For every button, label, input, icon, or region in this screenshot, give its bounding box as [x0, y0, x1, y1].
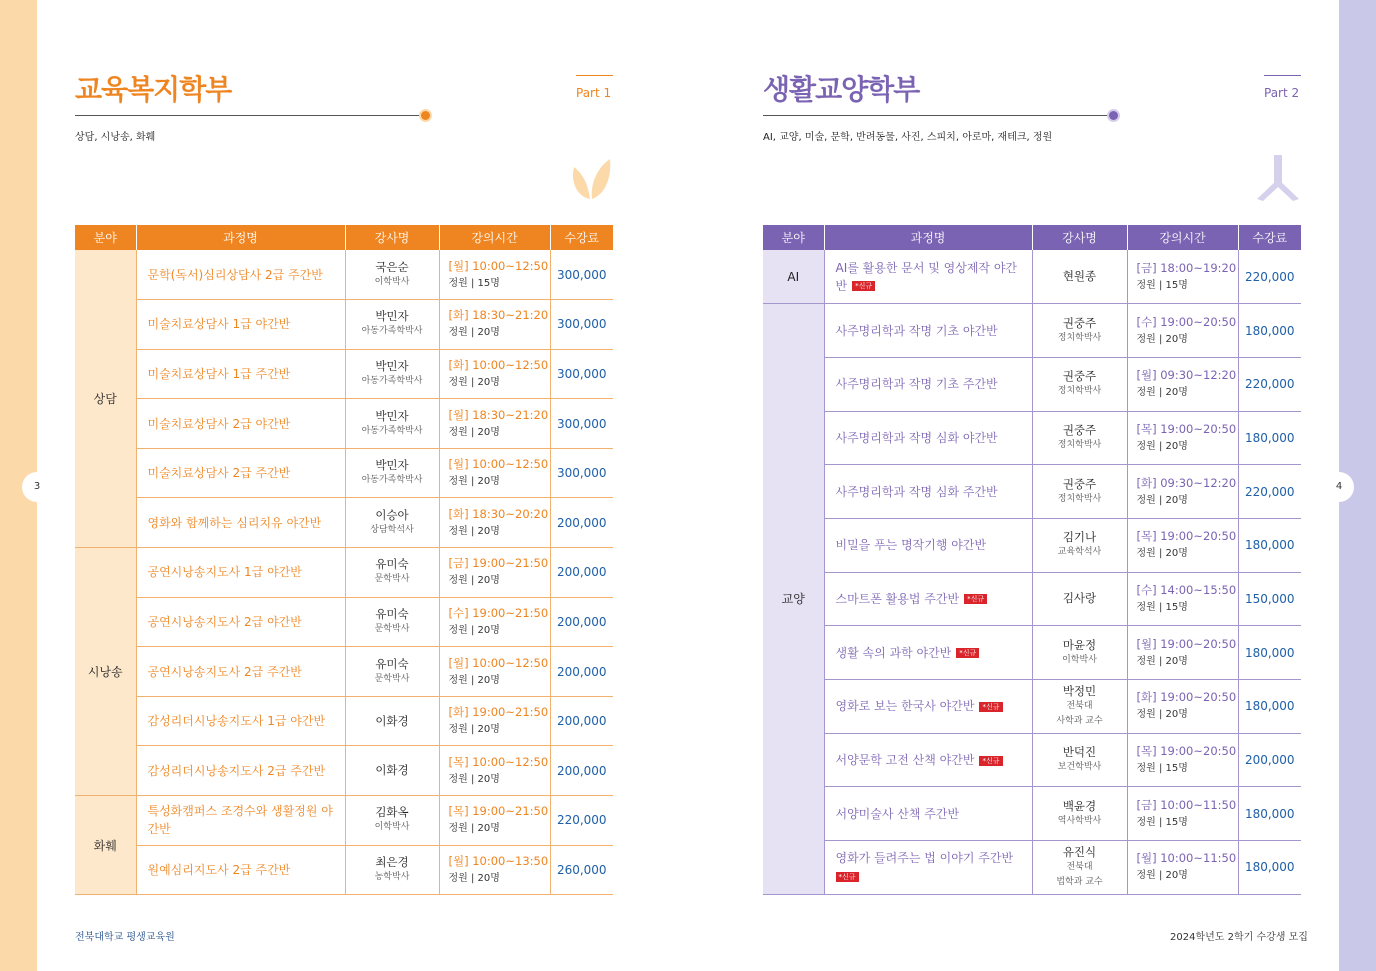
fee: 200,000 [550, 746, 613, 796]
instructor-name: 권중주 [1062, 315, 1097, 330]
instructor-cell [1032, 680, 1127, 734]
instructor-credential: 정치학박사 [1057, 493, 1102, 504]
instructor-cell [345, 845, 439, 895]
header-instructor: 강사명 [345, 225, 439, 250]
instructor-cell [345, 746, 439, 796]
time-cell [1127, 680, 1238, 734]
course-name: 미술치료상담사 1급 주간반 [136, 349, 345, 399]
fee: 180,000 [1238, 626, 1301, 680]
title-rule-left [75, 115, 423, 116]
course-name: 사주명리학과 작명 심화 주간반 [835, 484, 998, 499]
course-name: 서양미술사 산책 주간반 [835, 806, 960, 821]
course-cell [824, 465, 1032, 519]
instructor-cell [345, 796, 439, 846]
instructor-cell [1032, 733, 1127, 787]
table-row [75, 498, 613, 548]
fee: 180,000 [1238, 841, 1301, 895]
table-row [75, 548, 613, 598]
class-time: [금] 10:00~11:50 [1136, 797, 1237, 812]
capacity: 정원 | 15명 [1136, 279, 1188, 291]
course-cell [824, 787, 1032, 841]
category-cell: 시낭송 [75, 548, 136, 796]
instructor-name: 박민자 [375, 408, 409, 423]
fee: 180,000 [1238, 518, 1301, 572]
fee: 220,000 [1238, 250, 1301, 304]
header-instructor: 강사명 [1032, 225, 1127, 250]
time-cell [1127, 733, 1238, 787]
header-course: 과정명 [824, 225, 1032, 250]
instructor-name: 박정민 [1062, 683, 1097, 698]
table-row [75, 349, 613, 399]
instructor-cell [345, 250, 439, 300]
time-cell [439, 796, 550, 846]
course-name: 원예심리지도사 2급 주간반 [136, 845, 345, 895]
capacity: 정원 | 15명 [1136, 763, 1188, 775]
instructor-credential: 문학박사 [374, 623, 410, 634]
new-badge: *신규 [979, 702, 1002, 712]
table-row [763, 411, 1301, 465]
instructor-cell [345, 448, 439, 498]
course-name: 미술치료상담사 2급 주간반 [136, 448, 345, 498]
instructor-name: 권중주 [1062, 422, 1097, 437]
time-cell [1127, 304, 1238, 358]
capacity: 정원 | 20명 [1136, 494, 1188, 506]
instructor-credential: 전북대 [1066, 700, 1093, 711]
instructor-cell [345, 647, 439, 697]
instructor-name: 마윤정 [1062, 637, 1097, 652]
capacity: 정원 | 20명 [1136, 870, 1188, 882]
course-name: 미술치료상담사 2급 야간반 [136, 399, 345, 449]
instructor-credential: 교육학석사 [1057, 547, 1102, 558]
instructor-credential: 보건학박사 [1057, 762, 1102, 773]
table-row [763, 357, 1301, 411]
rule-dot-left [421, 111, 430, 120]
table-row [75, 250, 613, 300]
class-time: [목] 19:00~20:50 [1136, 421, 1237, 436]
class-time: [금] 19:00~21:50 [448, 556, 549, 571]
instructor-credential: 문학박사 [374, 574, 410, 585]
instructor-cell [1032, 787, 1127, 841]
instructor-name: 반덕진 [1062, 745, 1097, 760]
fee: 180,000 [1238, 411, 1301, 465]
course-cell [824, 518, 1032, 572]
header-fee: 수강료 [550, 225, 613, 250]
course-cell [824, 626, 1032, 680]
instructor-credential: 농학박사 [374, 871, 410, 882]
fee: 180,000 [1238, 304, 1301, 358]
fee: 220,000 [1238, 465, 1301, 519]
table-row [75, 597, 613, 647]
capacity: 정원 | 20명 [448, 823, 500, 835]
course-name: 비밀을 푸는 명작기행 야간반 [835, 538, 987, 553]
table-row [763, 304, 1301, 358]
new-badge: *신규 [852, 281, 875, 291]
instructor-credential: 아동가족학박사 [361, 326, 423, 337]
instructor-credential: 이학박사 [374, 822, 410, 833]
course-name: 공연시낭송지도사 1급 야간반 [136, 548, 345, 598]
capacity: 정원 | 20명 [448, 426, 500, 438]
course-cell [824, 357, 1032, 411]
instructor-cell [345, 300, 439, 350]
class-time: [월] 19:00~20:50 [1136, 636, 1237, 651]
category-cell: 상담 [75, 250, 136, 548]
fee: 300,000 [550, 300, 613, 350]
header-fee: 수강료 [1238, 225, 1301, 250]
instructor-cell [345, 597, 439, 647]
table-row [75, 796, 613, 846]
fee: 150,000 [1238, 572, 1301, 626]
time-cell [439, 696, 550, 746]
header-time: 강의시간 [1127, 225, 1238, 250]
instructor-cell [345, 548, 439, 598]
class-time: [월] 09:30~12:20 [1136, 368, 1237, 383]
instructor-name: 현원종 [1062, 269, 1097, 284]
instructor-cell [1032, 841, 1127, 895]
instructor-name: 박민자 [375, 358, 409, 373]
class-time: [화] 10:00~12:50 [448, 357, 549, 372]
subtitle-right: AI, 교양, 미술, 문학, 반려동물, 사진, 스피치, 아로마, 재테크, 정원 [763, 132, 1053, 143]
table-row [763, 572, 1301, 626]
class-time: [월] 10:00~12:50 [448, 258, 549, 273]
time-cell [439, 250, 550, 300]
page-number-left: 3 [22, 472, 52, 502]
course-table-right [763, 225, 1301, 895]
instructor-name: 국은순 [375, 259, 409, 274]
table-row [75, 300, 613, 350]
section-title-right: 생활교양학부 [763, 73, 920, 106]
class-time: [월] 10:00~11:50 [1136, 851, 1237, 866]
table-row [763, 841, 1301, 895]
time-cell [1127, 841, 1238, 895]
capacity: 정원 | 20명 [448, 724, 500, 736]
table-header-row [75, 225, 613, 250]
instructor-credential: 전북대 [1066, 861, 1093, 872]
capacity: 정원 | 20명 [1136, 333, 1188, 345]
time-cell [1127, 572, 1238, 626]
instructor-cell [1032, 518, 1127, 572]
class-time: [목] 10:00~12:50 [448, 754, 549, 769]
fee: 300,000 [550, 349, 613, 399]
capacity: 정원 | 15명 [1136, 601, 1188, 613]
time-cell [1127, 465, 1238, 519]
course-name: 스마트폰 활용법 주간반 [835, 591, 960, 606]
capacity: 정원 | 20명 [1136, 440, 1188, 452]
instructor-name: 이승아 [375, 507, 409, 522]
course-name: AI를 활용한 문서 및 영상제작 야간반 [835, 260, 1018, 293]
instructor-name: 권중주 [1062, 476, 1097, 491]
course-name: 영화로 보는 한국사 야간반 [835, 699, 975, 714]
instructor-name: 백윤경 [1062, 798, 1097, 813]
part-label-left: Part 1 [576, 75, 613, 100]
course-name: 미술치료상담사 1급 야간반 [136, 300, 345, 350]
course-name: 공연시낭송지도사 2급 주간반 [136, 647, 345, 697]
table-row [763, 680, 1301, 734]
instructor-cell [345, 349, 439, 399]
time-cell [439, 399, 550, 449]
time-cell [439, 300, 550, 350]
fee: 200,000 [1238, 733, 1301, 787]
instructor-name: 유미숙 [375, 656, 409, 671]
capacity: 정원 | 20명 [448, 674, 500, 686]
time-cell [439, 845, 550, 895]
class-time: [월] 18:30~21:20 [448, 407, 549, 422]
capacity: 정원 | 20명 [448, 575, 500, 587]
instructor-credential: 아동가족학박사 [361, 375, 423, 386]
table-row [75, 399, 613, 449]
class-time: [화] 18:30~20:20 [448, 506, 549, 521]
class-time: [목] 19:00~21:50 [448, 804, 549, 819]
instructor-cell [1032, 304, 1127, 358]
course-name: 감성리더시낭송지도사 2급 주간반 [136, 746, 345, 796]
table-row [763, 250, 1301, 304]
course-name: 사주명리학과 작명 기초 주간반 [835, 377, 998, 392]
course-name: 영화가 들려주는 법 이야기 주간반 [835, 851, 1014, 866]
time-cell [1127, 787, 1238, 841]
course-cell [824, 733, 1032, 787]
table-row [763, 626, 1301, 680]
instructor-name: 박민자 [375, 458, 409, 473]
new-badge: *신규 [956, 648, 979, 658]
course-name: 감성리더시낭송지도사 1급 야간반 [136, 696, 345, 746]
instructor-credential-line2: 법학과 교수 [1056, 876, 1103, 887]
instructor-credential: 정치학박사 [1057, 439, 1102, 450]
fee: 300,000 [550, 399, 613, 449]
capacity: 정원 | 20명 [448, 872, 500, 884]
new-badge: *신규 [836, 872, 859, 882]
fee: 300,000 [550, 448, 613, 498]
instructor-credential-line2: 사학과 교수 [1056, 715, 1103, 726]
instructor-credential: 역사학박사 [1057, 815, 1102, 826]
instructor-name: 김사랑 [1062, 591, 1097, 606]
new-badge: *신규 [979, 756, 1002, 766]
class-time: [화] 18:30~21:20 [448, 308, 549, 323]
capacity: 정원 | 20명 [448, 476, 500, 488]
section-title-left: 교육복지학부 [75, 73, 232, 106]
instructor-cell [1032, 626, 1127, 680]
part-label-right: Part 2 [1264, 75, 1301, 100]
fee: 220,000 [1238, 357, 1301, 411]
time-cell [439, 597, 550, 647]
table-row [75, 647, 613, 697]
header-time: 강의시간 [439, 225, 550, 250]
category-cell: 화훼 [75, 796, 136, 895]
table-row [763, 465, 1301, 519]
fee: 180,000 [1238, 787, 1301, 841]
instructor-credential: 문학박사 [374, 673, 410, 684]
time-cell [1127, 626, 1238, 680]
capacity: 정원 | 20명 [1136, 655, 1188, 667]
title-rule-right [763, 115, 1111, 116]
instructor-name: 유미숙 [375, 606, 409, 621]
instructor-name: 김기나 [1062, 530, 1097, 545]
course-name: 영화와 함께하는 심리치유 야간반 [136, 498, 345, 548]
instructor-credential: 정치학박사 [1057, 332, 1102, 343]
category-cell: 교양 [763, 304, 824, 895]
instructor-cell [1032, 572, 1127, 626]
class-time: [수] 19:00~20:50 [1136, 314, 1237, 329]
instructor-credential: 이학박사 [374, 276, 410, 287]
table-row [763, 787, 1301, 841]
course-name: 문학(독서)심리상담사 2급 주간반 [136, 250, 345, 300]
instructor-name: 이화경 [375, 763, 409, 778]
course-name: 사주명리학과 작명 심화 야간반 [835, 430, 998, 445]
instructor-cell [345, 498, 439, 548]
course-name: 생활 속의 과학 야간반 [835, 645, 952, 660]
fee: 200,000 [550, 647, 613, 697]
time-cell [439, 647, 550, 697]
fee: 220,000 [550, 796, 613, 846]
fee: 180,000 [1238, 680, 1301, 734]
class-time: [금] 18:00~19:20 [1136, 260, 1237, 275]
instructor-cell [1032, 357, 1127, 411]
fee: 300,000 [550, 250, 613, 300]
category-cell: AI [763, 250, 824, 304]
class-time: [월] 10:00~12:50 [448, 457, 549, 472]
capacity: 정원 | 15명 [448, 277, 500, 289]
course-cell [824, 411, 1032, 465]
course-cell [824, 680, 1032, 734]
class-time: [화] 19:00~21:50 [448, 705, 549, 720]
capacity: 정원 | 20명 [448, 773, 500, 785]
time-cell [439, 746, 550, 796]
instructor-name: 유미숙 [375, 557, 409, 572]
table-row [75, 845, 613, 895]
instructor-credential: 정치학박사 [1057, 386, 1102, 397]
time-cell [439, 498, 550, 548]
table-row [763, 518, 1301, 572]
class-time: [월] 10:00~13:50 [448, 853, 549, 868]
time-cell [439, 349, 550, 399]
instructor-name: 박민자 [375, 309, 409, 324]
class-time: [수] 14:00~15:50 [1136, 582, 1237, 597]
course-name: 사주명리학과 작명 기초 야간반 [835, 323, 998, 338]
instructor-credential: 상담학석사 [370, 524, 414, 535]
capacity: 정원 | 20명 [448, 624, 500, 636]
instructor-cell [345, 399, 439, 449]
capacity: 정원 | 20명 [1136, 387, 1188, 399]
table-row [763, 733, 1301, 787]
sprout-icon [1253, 153, 1303, 207]
capacity: 정원 | 20명 [448, 525, 500, 537]
class-time: [월] 10:00~12:50 [448, 655, 549, 670]
instructor-cell [1032, 250, 1127, 304]
instructor-name: 권중주 [1062, 369, 1097, 384]
fee: 200,000 [550, 597, 613, 647]
footer-right: 2024학년도 2학기 수강생 모집 [1170, 932, 1308, 943]
capacity: 정원 | 20명 [448, 376, 500, 388]
leaf-icon [566, 153, 616, 207]
header-field: 분야 [763, 225, 824, 250]
fee: 260,000 [550, 845, 613, 895]
fee: 200,000 [550, 498, 613, 548]
course-table-left [75, 225, 613, 895]
capacity: 정원 | 20명 [1136, 709, 1188, 721]
course-name: 특성화캠퍼스 조경수와 생활정원 야간반 [136, 796, 345, 846]
class-time: [목] 19:00~20:50 [1136, 744, 1237, 759]
table-row [75, 448, 613, 498]
new-badge: *신규 [964, 594, 987, 604]
instructor-credential: 아동가족학박사 [361, 425, 423, 436]
time-cell [439, 448, 550, 498]
capacity: 정원 | 20명 [448, 327, 500, 339]
time-cell [1127, 411, 1238, 465]
instructor-cell [345, 696, 439, 746]
instructor-credential: 아동가족학박사 [361, 475, 423, 486]
subtitle-left: 상담, 시낭송, 화훼 [75, 132, 156, 143]
course-cell [824, 250, 1032, 304]
header-course: 과정명 [136, 225, 345, 250]
course-name: 공연시낭송지도사 2급 야간반 [136, 597, 345, 647]
class-time: [화] 19:00~20:50 [1136, 690, 1237, 705]
course-cell [824, 304, 1032, 358]
instructor-credential: 이학박사 [1062, 654, 1097, 665]
table-row [75, 696, 613, 746]
instructor-cell [1032, 465, 1127, 519]
class-time: [화] 09:30~12:20 [1136, 475, 1237, 490]
time-cell [1127, 250, 1238, 304]
instructor-name: 최은경 [375, 854, 409, 869]
course-cell [824, 572, 1032, 626]
instructor-name: 이화경 [375, 713, 409, 728]
capacity: 정원 | 15명 [1136, 816, 1188, 828]
fee: 200,000 [550, 696, 613, 746]
instructor-name: 김화옥 [375, 805, 409, 820]
time-cell [1127, 518, 1238, 572]
capacity: 정원 | 20명 [1136, 548, 1188, 560]
course-cell [824, 841, 1032, 895]
table-header-row [763, 225, 1301, 250]
class-time: [목] 19:00~20:50 [1136, 529, 1237, 544]
time-cell [1127, 357, 1238, 411]
instructor-cell [1032, 411, 1127, 465]
time-cell [439, 548, 550, 598]
instructor-name: 유진식 [1062, 844, 1097, 859]
page-number-right: 4 [1324, 472, 1354, 502]
class-time: [수] 19:00~21:50 [448, 605, 549, 620]
footer-left: 전북대학교 평생교육원 [75, 932, 175, 943]
header-field: 분야 [75, 225, 136, 250]
rule-dot-right [1109, 111, 1118, 120]
table-row [75, 746, 613, 796]
fee: 200,000 [550, 548, 613, 598]
course-name: 서양문학 고전 산책 야간반 [835, 753, 975, 768]
